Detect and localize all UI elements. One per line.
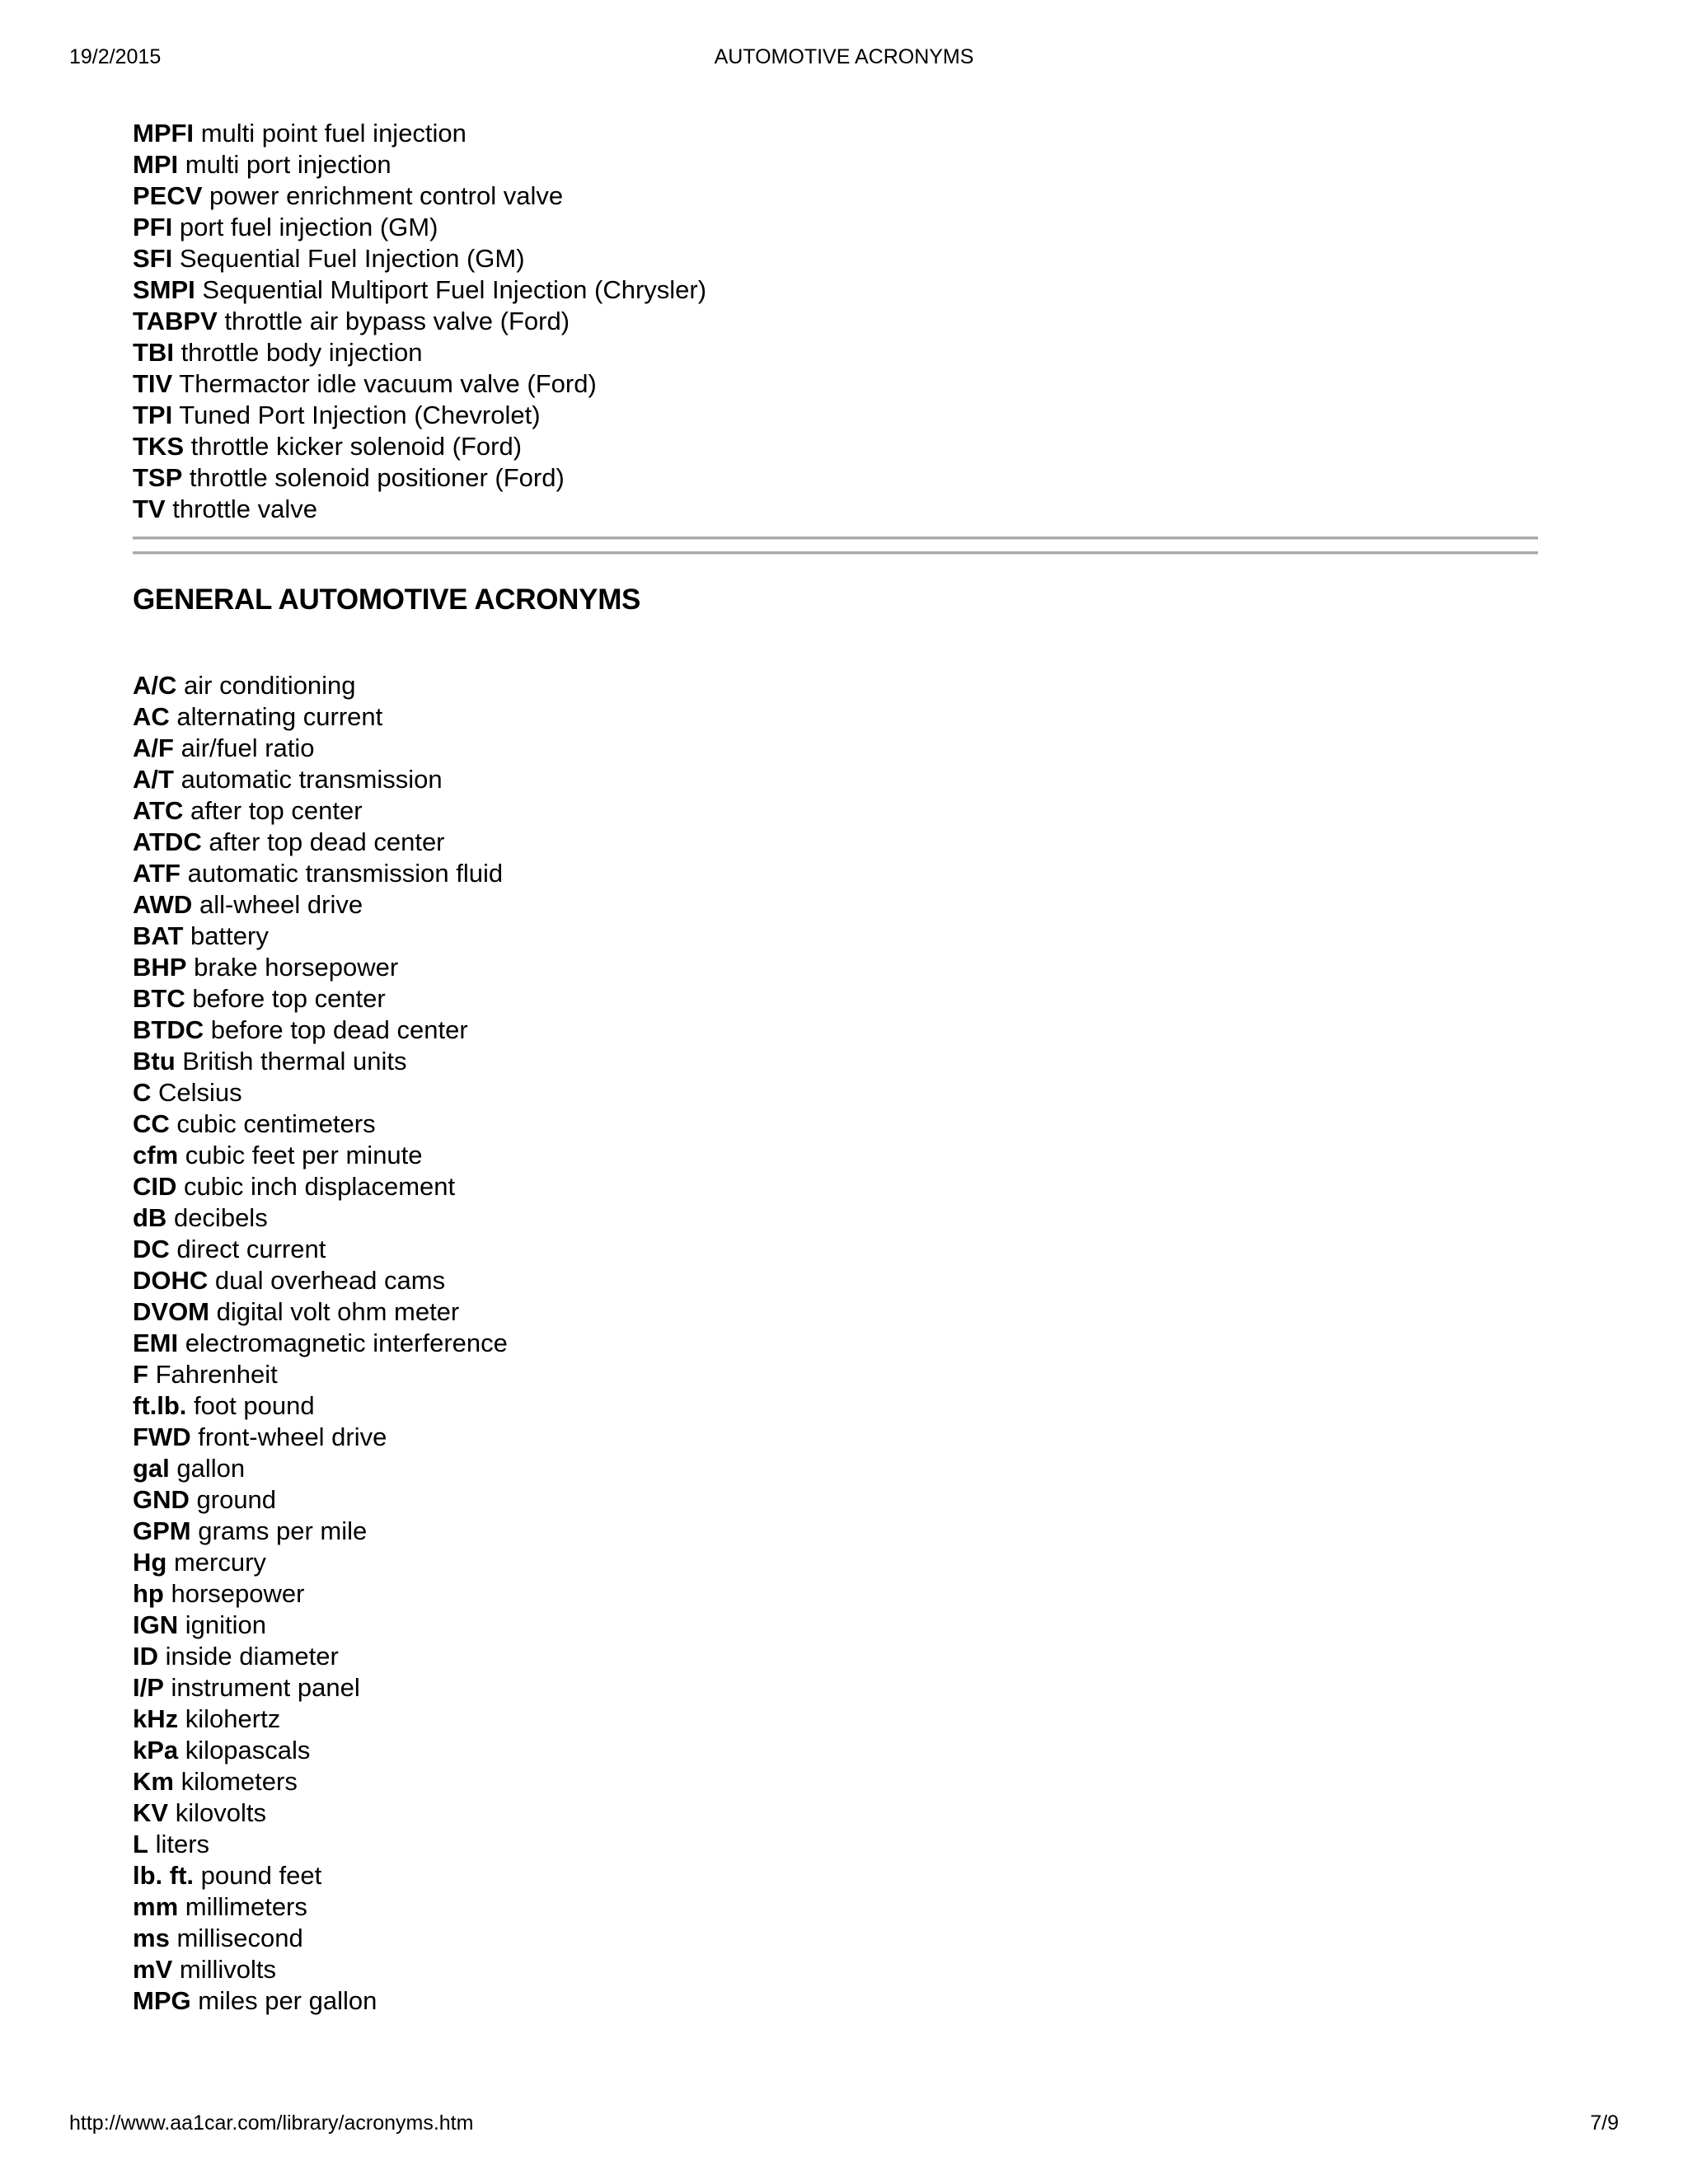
acronym-abbreviation: gal (133, 1454, 170, 1483)
acronym-entry (133, 1797, 1538, 1829)
source-url: http://www.aa1car.com/library/acronyms.htm (69, 2111, 474, 2135)
acronym-definition: Fahrenheit (155, 1360, 278, 1389)
acronym-definition: Celsius (158, 1078, 242, 1107)
acronym-definition: direct current (176, 1235, 326, 1263)
acronym-definition: pound feet (200, 1861, 322, 1890)
acronym-definition: cubic inch displacement (184, 1172, 456, 1201)
acronym-definition: grams per mile (198, 1516, 368, 1545)
acronym-entry (133, 1296, 1538, 1328)
acronym-definition: before top center (192, 984, 386, 1013)
acronym-definition: decibels (173, 1203, 268, 1232)
acronym-definition: gallon (176, 1454, 246, 1483)
acronym-entry (133, 733, 1538, 764)
acronym-definition: miles per gallon (198, 1986, 377, 2015)
acronym-entry (133, 274, 1538, 306)
acronym-definition: horsepower (171, 1579, 305, 1608)
acronym-abbreviation: DC (133, 1235, 170, 1263)
document-body (133, 118, 1538, 2017)
acronym-abbreviation: ATDC (133, 827, 202, 856)
acronym-definition: inside diameter (165, 1642, 339, 1671)
acronym-definition: electromagnetic interference (185, 1329, 508, 1357)
acronym-entry (133, 1234, 1538, 1265)
acronym-definition: alternating current (176, 702, 383, 731)
acronym-entry (133, 149, 1538, 180)
fuel-acronym-list (133, 118, 1538, 525)
acronym-definition: port fuel injection (GM) (179, 213, 438, 241)
acronym-abbreviation: IGN (133, 1610, 179, 1639)
acronym-definition: Tuned Port Injection (Chevrolet) (179, 401, 541, 429)
acronym-abbreviation: A/C (133, 671, 177, 700)
acronym-definition: throttle air bypass valve (Ford) (224, 307, 570, 335)
acronym-definition: millivolts (179, 1955, 276, 1984)
acronym-definition: Sequential Multiport Fuel Injection (Chrysler) (202, 275, 707, 304)
acronym-definition: Thermactor idle vacuum valve (Ford) (179, 369, 597, 398)
acronym-entry (133, 368, 1538, 400)
acronym-entry (133, 1672, 1538, 1704)
horizontal-rule (133, 537, 1538, 540)
acronym-definition: power enrichment control valve (209, 181, 564, 210)
acronym-definition: multi point fuel injection (200, 119, 467, 148)
acronym-abbreviation: GPM (133, 1516, 191, 1545)
acronym-abbreviation: DOHC (133, 1266, 209, 1295)
print-date: 19/2/2015 (69, 45, 162, 68)
acronym-abbreviation: FWD (133, 1422, 191, 1451)
page-title: AUTOMOTIVE ACRONYMS (714, 45, 974, 68)
acronym-definition: battery (190, 921, 269, 950)
acronym-definition: brake horsepower (194, 953, 399, 982)
acronym-definition: after top center (190, 796, 363, 825)
acronym-definition: throttle body injection (181, 338, 423, 367)
acronym-definition: air conditioning (184, 671, 356, 700)
acronym-entry (133, 118, 1538, 149)
acronym-definition: after top dead center (209, 827, 445, 856)
acronym-abbreviation: A/F (133, 733, 174, 762)
acronym-entry (133, 462, 1538, 494)
acronym-abbreviation: BAT (133, 921, 184, 950)
acronym-definition: kilohertz (185, 1704, 281, 1733)
acronym-abbreviation: Btu (133, 1047, 176, 1076)
acronym-entry (133, 400, 1538, 431)
acronym-entry (133, 1578, 1538, 1610)
acronym-entry (133, 431, 1538, 462)
acronym-entry (133, 1766, 1538, 1797)
acronym-definition: throttle valve (172, 494, 318, 523)
acronym-definition: kilometers (181, 1767, 298, 1796)
acronym-abbreviation: AC (133, 702, 170, 731)
acronym-definition: liters (155, 1830, 210, 1858)
acronym-entry (133, 858, 1538, 889)
acronym-entry (133, 212, 1538, 243)
acronym-definition: British thermal units (182, 1047, 407, 1076)
acronym-abbreviation: SMPI (133, 275, 195, 304)
acronym-definition: ignition (185, 1610, 266, 1639)
acronym-abbreviation: dB (133, 1203, 167, 1232)
acronym-abbreviation: ms (133, 1924, 170, 1952)
acronym-entry (133, 1046, 1538, 1077)
acronym-definition: foot pound (194, 1391, 315, 1420)
acronym-definition: throttle kicker solenoid (Ford) (190, 432, 523, 461)
acronym-entry (133, 1891, 1538, 1923)
acronym-abbreviation: F (133, 1360, 148, 1389)
acronym-entry (133, 889, 1538, 921)
acronym-definition: dual overhead cams (214, 1266, 446, 1295)
acronym-abbreviation: PECV (133, 181, 203, 210)
acronym-entry (133, 1140, 1538, 1171)
acronym-definition: instrument panel (171, 1673, 360, 1702)
acronym-abbreviation: kPa (133, 1736, 179, 1765)
acronym-entry (133, 1516, 1538, 1547)
acronym-entry (133, 494, 1538, 525)
print-footer (69, 2109, 1619, 2137)
acronym-definition: before top dead center (210, 1015, 468, 1044)
acronym-abbreviation: TPI (133, 401, 173, 429)
acronym-entry (133, 670, 1538, 701)
acronym-abbreviation: KV (133, 1798, 169, 1827)
acronym-entry (133, 1108, 1538, 1140)
acronym-entry (133, 1359, 1538, 1390)
acronym-definition: automatic transmission fluid (187, 859, 504, 888)
acronym-abbreviation: ID (133, 1642, 158, 1671)
acronym-definition: mercury (173, 1548, 266, 1577)
acronym-abbreviation: C (133, 1078, 152, 1107)
acronym-entry (133, 701, 1538, 733)
acronym-abbreviation: EMI (133, 1329, 179, 1357)
acronym-definition: all-wheel drive (199, 890, 363, 919)
acronym-abbreviation: DVOM (133, 1297, 209, 1326)
acronym-abbreviation: CC (133, 1109, 170, 1138)
acronym-entry (133, 921, 1538, 952)
acronym-definition: air/fuel ratio (181, 733, 315, 762)
acronym-abbreviation: hp (133, 1579, 164, 1608)
acronym-abbreviation: GND (133, 1485, 190, 1514)
acronym-definition: millimeters (185, 1892, 307, 1921)
acronym-entry (133, 337, 1538, 368)
acronym-entry (133, 1547, 1538, 1578)
acronym-entry (133, 1610, 1538, 1641)
horizontal-rule (133, 551, 1538, 555)
acronym-definition: kilovolts (175, 1798, 266, 1827)
acronym-entry (133, 1860, 1538, 1891)
acronym-entry (133, 1829, 1538, 1860)
acronym-abbreviation: MPI (133, 150, 179, 179)
acronym-definition: multi port injection (185, 150, 392, 179)
acronym-abbreviation: SFI (133, 244, 173, 273)
acronym-abbreviation: PFI (133, 213, 173, 241)
acronym-entry (133, 1171, 1538, 1202)
acronym-abbreviation: MPG (133, 1986, 191, 2015)
acronym-abbreviation: AWD (133, 890, 193, 919)
acronym-abbreviation: BTDC (133, 1015, 204, 1044)
acronym-entry (133, 1641, 1538, 1672)
acronym-abbreviation: I/P (133, 1673, 164, 1702)
acronym-entry (133, 983, 1538, 1015)
acronym-abbreviation: A/T (133, 765, 174, 794)
acronym-entry (133, 1985, 1538, 2017)
acronym-entry (133, 1390, 1538, 1422)
general-acronym-list (133, 670, 1538, 2017)
acronym-abbreviation: BHP (133, 953, 187, 982)
acronym-entry (133, 1015, 1538, 1046)
section-heading: GENERAL AUTOMOTIVE ACRONYMS (133, 583, 641, 616)
acronym-abbreviation: lb. ft. (133, 1861, 195, 1890)
acronym-entry (133, 1704, 1538, 1735)
acronym-entry (133, 952, 1538, 983)
acronym-abbreviation: BTC (133, 984, 185, 1013)
acronym-definition: ground (196, 1485, 277, 1514)
acronym-abbreviation: L (133, 1830, 148, 1858)
acronym-definition: cubic centimeters (176, 1109, 376, 1138)
acronym-definition: Sequential Fuel Injection (GM) (179, 244, 525, 273)
acronym-abbreviation: TSP (133, 463, 183, 492)
acronym-entry (133, 1202, 1538, 1234)
acronym-entry (133, 1453, 1538, 1484)
acronym-definition: kilopascals (185, 1736, 311, 1765)
acronym-abbreviation: MPFI (133, 119, 195, 148)
acronym-abbreviation: TKS (133, 432, 184, 461)
acronym-abbreviation: CID (133, 1172, 177, 1201)
acronym-entry (133, 1077, 1538, 1108)
acronym-entry (133, 795, 1538, 827)
acronym-definition: millisecond (176, 1924, 303, 1952)
acronym-definition: digital volt ohm meter (216, 1297, 460, 1326)
acronym-entry (133, 1484, 1538, 1516)
acronym-abbreviation: TV (133, 494, 166, 523)
acronym-abbreviation: mV (133, 1955, 173, 1984)
acronym-entry (133, 1265, 1538, 1296)
acronym-abbreviation: ft.lb. (133, 1391, 187, 1420)
acronym-entry (133, 1328, 1538, 1359)
acronym-abbreviation: ATF (133, 859, 181, 888)
page-number: 7/9 (1590, 2111, 1619, 2135)
acronym-abbreviation: TABPV (133, 307, 218, 335)
acronym-abbreviation: TIV (133, 369, 173, 398)
acronym-definition: front-wheel drive (198, 1422, 387, 1451)
acronym-entry (133, 243, 1538, 274)
acronym-entry (133, 827, 1538, 858)
acronym-entry (133, 764, 1538, 795)
acronym-entry (133, 180, 1538, 212)
acronym-entry (133, 1954, 1538, 1985)
acronym-entry (133, 1422, 1538, 1453)
acronym-abbreviation: cfm (133, 1141, 179, 1169)
acronym-entry (133, 306, 1538, 337)
acronym-abbreviation: ATC (133, 796, 184, 825)
acronym-abbreviation: TBI (133, 338, 174, 367)
acronym-entry (133, 1735, 1538, 1766)
acronym-definition: automatic transmission (181, 765, 443, 794)
acronym-abbreviation: kHz (133, 1704, 179, 1733)
acronym-entry (133, 1923, 1538, 1954)
acronym-abbreviation: Hg (133, 1548, 167, 1577)
acronym-abbreviation: mm (133, 1892, 179, 1921)
acronym-abbreviation: Km (133, 1767, 174, 1796)
acronym-definition: cubic feet per minute (185, 1141, 423, 1169)
acronym-definition: throttle solenoid positioner (Ford) (189, 463, 565, 492)
print-header (69, 43, 1619, 71)
